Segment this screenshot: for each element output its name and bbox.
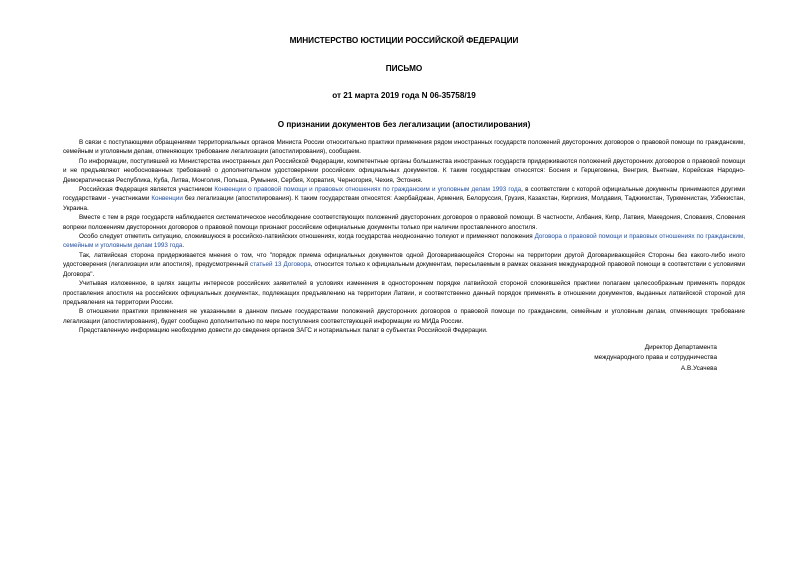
convention-link[interactable]: Конвенции: [151, 195, 183, 203]
paragraph: Представленную информацию необходимо довести до сведения органов ЗАГС и нотариальных палат в субъектах Российской Федерации.: [79, 327, 488, 335]
ministry-name: МИНИСТЕРСТВО ЮСТИЦИИ РОССИЙСКОЙ ФЕДЕРАЦИИ: [289, 36, 519, 45]
paragraph: Вместе с тем в ряде государств наблюдается систематическое несоблюдение соответствующих положений двусторонних договоров о правовой помощи. В частности, Албания, Кипр, Латвия, Македония, Словакия, Словения вопреки положениям двусторонних договоров о правовой помощи признают российские официальные документы только при наличии проставленного апостиля.: [63, 214, 745, 231]
paragraph: Учитывая изложенное, в целях защиты интересов российских заявителей в условиях изменения в одностороннем порядке латвийской стороной сложившейся практики полагаем целесообразным применять порядок проставления апостиля на российских официальных документах, подлежащих предъявлению на территории Латвии, и соответственно данный порядок применять в отношении документов, выданных латвийской стороной для предъявления на территории России.: [63, 280, 745, 306]
signatory-position-line1: Директор Департамента: [644, 343, 717, 351]
paragraph: [63, 232, 745, 251]
paragraph-text: , в соответствии с которой официальные документы принимаются другими государствами - участниками: [63, 186, 745, 203]
document-type: ПИСЬМО: [385, 64, 423, 73]
article-13-link[interactable]: статьей 13 Договора: [250, 261, 311, 269]
signature-block: [63, 343, 745, 375]
paragraph: [63, 251, 745, 279]
paragraph-text: , относится только к официальным документам, пересылаемым в рамках оказания международной правовой помощи в соответствии с условиями Договора".: [63, 261, 745, 278]
paragraph-text: Так, латвийская сторона придерживается мнения о том, что "порядок приема официальных документов одной Договаривающейся Стороны на территории другой Договаривающейся Стороны без какого-либо иного удостоверения (легализации или апостиля), предусмотренный: [63, 251, 745, 269]
signatory-name: А.В.Усачева: [680, 364, 717, 372]
treaty-1993-link[interactable]: Договора о правовой помощи и правовых отношениях по гражданским, семейным и уголовным делам 1993 года: [63, 233, 745, 250]
paragraph: [63, 185, 745, 213]
document-title: О признании документов без легализации (апостилирования): [277, 120, 531, 129]
paragraph-text: .: [182, 242, 185, 250]
paragraph-text: Особо следует отметить ситуацию, сложившуюся в российско-латвийских отношениях, когда государства неоднозначно толкуют и применяют положения: [79, 233, 535, 241]
paragraph: В связи с поступающими обращениями территориальных органов Министа России относительно практики применения рядом иностранных государств положений двусторонних договоров о правовой помощи по гражданским, семейным и уголовным делам, отменяющих требование легализации (апостилирования), сообщаем.: [63, 139, 745, 156]
paragraph: В отношении практики применения не указанными в данном письме государствами положений двусторонних договоров о правовой помощи по гражданским, семейным и уголовным делам, отменяющих требование легализации (апостилирования), будет сообщено дополнительно по мере поступления соответствующей информации из МИДа России.: [63, 308, 745, 325]
paragraph-text: Российская Федерация является участником: [79, 186, 215, 194]
signatory-position-line2: международного права и сотрудничества: [594, 354, 717, 362]
document-body: [63, 138, 745, 336]
convention-1993-link[interactable]: Конвенции о правовой помощи и правовых отношениях по гражданским и уголовным делам 1993 года: [214, 186, 522, 194]
paragraph-text: без легализации (апостилирования). К таким государствам относятся: Азербайджан, Армения, Белоруссия, Грузия, Казахстан, Киргизия, Молдавия, Таджикистан, Туркменистан, Узбекистан, Украина.: [63, 195, 745, 212]
paragraph: По информации, поступившей из Министерства иностранных дел Российской Федерации, компетентные органы большинства иностранных государств придерживаются положений двусторонних договоров о правовой помощи и не предъявляют необоснованных требований о дополнительном удостоверении российских официальных документов. К таким государствам относятся: Босния и Герцеговина, Венгрия, Вьетнам, Корейская Народно-Демократическая Республика, Куба, Литва, Монголия, Польша, Румыния, Сербия, Хорватия, Черногория, Чехия, Эстония.: [63, 157, 745, 184]
document-date-number: от 21 марта 2019 года N 06-35758/19: [332, 91, 476, 100]
